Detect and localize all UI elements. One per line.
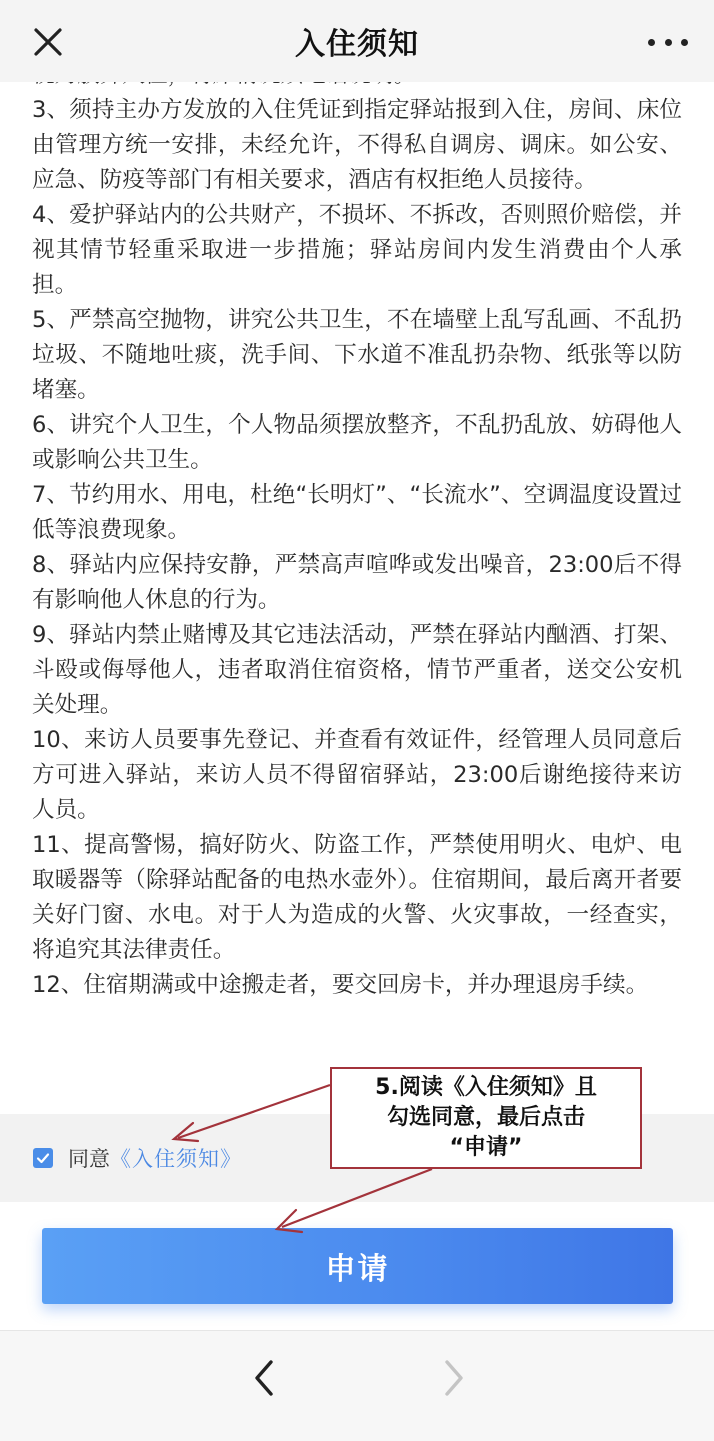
notice-link[interactable]: 《入住须知》	[110, 1147, 242, 1171]
more-dot-icon	[648, 39, 655, 46]
close-icon	[28, 22, 68, 62]
more-options-button[interactable]	[648, 22, 688, 62]
checkmark-icon	[35, 1150, 51, 1166]
annotation-callout	[330, 1067, 642, 1169]
page-title: 入住须知	[295, 27, 419, 62]
chevron-right-icon	[436, 1353, 470, 1403]
rules-list	[0, 58, 714, 1003]
annotation-line: 5.阅读《入住须知》且	[375, 1075, 597, 1100]
agree-checkbox[interactable]	[33, 1148, 53, 1168]
apply-button[interactable]: 申请	[42, 1228, 673, 1304]
agree-label: 同意	[68, 1147, 110, 1171]
more-dot-icon	[681, 39, 688, 46]
rule-item: 6、讲究个人卫生，个人物品须摆放整齐，不乱扔乱放、妨碍他人或影响公共卫生。	[32, 412, 682, 473]
rule-item: 7、节约用水、用电，杜绝“长明灯”、“长流水”、空调温度设置过低等浪费现象。	[32, 482, 682, 543]
back-button[interactable]	[248, 1353, 282, 1403]
forward-button[interactable]	[436, 1353, 470, 1403]
chevron-left-icon	[248, 1353, 282, 1403]
close-button[interactable]	[28, 22, 68, 62]
more-dot-icon	[665, 39, 672, 46]
title-bar	[0, 0, 714, 82]
rule-item: 12、住宿期满或中途搬走者，要交回房卡，并办理退房手续。	[32, 972, 649, 998]
notice-content[interactable]	[0, 58, 714, 1114]
rule-item: 11、提高警惕，搞好防火、防盗工作，严禁使用明火、电炉、电取暖器等（除驿站配备的电热水壶外）。住宿期间，最后离开者要关好门窗、水电。对于人为造成的火警、火灾事故，一经查实，将追究其法律责任。	[32, 832, 682, 963]
action-area	[0, 1202, 714, 1330]
annotation-line: 勾选同意，最后点击	[386, 1105, 585, 1130]
rule-item: 3、须持主办方发放的入住凭证到指定驿站报到入住，房间、床位由管理方统一安排，未经允许，不得私自调房、调床。如公安、应急、防疫等部门有相关要求，酒店有权拒绝人员接待。	[32, 97, 682, 193]
browser-nav-bar	[0, 1330, 714, 1441]
rule-item: 4、爱护驿站内的公共财产，不损坏、不拆改，否则照价赔偿，并视其情节轻重采取进一步措施；驿站房间内发生消费由个人承担。	[32, 202, 682, 298]
rule-item: 8、驿站内应保持安静，严禁高声喧哗或发出噪音，23:00后不得有影响他人休息的行为。	[32, 552, 682, 613]
rule-item: 5、严禁高空抛物，讲究公共卫生，不在墙壁上乱写乱画、不乱扔垃圾、不随地吐痰，洗手间、下水道不准乱扔杂物、纸张等以防堵塞。	[32, 307, 682, 403]
annotation-line: “申请”	[449, 1135, 523, 1160]
rule-item: 10、来访人员要事先登记、并查看有效证件，经管理人员同意后方可进入驿站，来访人员不得留宿驿站，23:00后谢绝接待来访人员。	[32, 727, 682, 823]
rule-item: 9、驿站内禁止赌博及其它违法活动，严禁在驿站内酗酒、打架、斗殴或侮辱他人，违者取消住宿资格，情节严重者，送交公安机关处理。	[32, 622, 682, 718]
